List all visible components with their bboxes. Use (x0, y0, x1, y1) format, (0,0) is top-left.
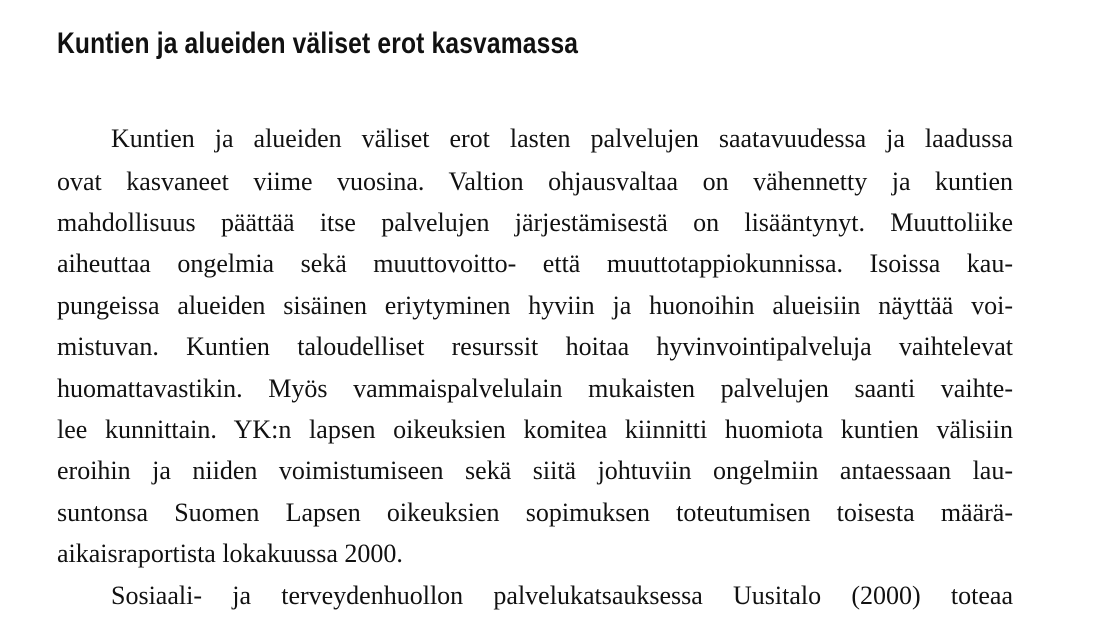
paragraph-1-line-11: aikaisraportista lokakuussa 2000. (57, 539, 403, 568)
paragraph-1-line-6: mistuvan. Kuntien taloudelliset resurssit hoitaa hyvinvointipalveluja vaihtelevat (57, 332, 1013, 361)
paragraph-1-line-4: aiheuttaa ongelmia sekä muuttovoitto- että muuttotappiokunnissa. Isoissa kau- (57, 249, 1013, 278)
paragraph-1-line-2: ovat kasvaneet viime vuosina. Valtion ohjausvaltaa on vähennetty ja kuntien (57, 167, 1013, 196)
paragraph-1-line-9: eroihin ja niiden voimistumiseen sekä siitä johtuviin ongelmiin antaessaan lau- (57, 456, 1013, 485)
paragraph-2-line-1: Sosiaali- ja terveydenhuollon palvelukatsauksessa Uusitalo (2000) toteaa (111, 581, 1013, 610)
paragraph-1-line-8: lee kunnittain. YK:n lapsen oikeuksien komitea kiinnitti huomiota kuntien välisiin (57, 415, 1013, 444)
paragraph-1-line-5: pungeissa alueiden sisäinen eriytyminen hyviin ja huonoihin alueisiin näyttää voi- (57, 291, 1013, 320)
paragraph-1-line-1: Kuntien ja alueiden väliset erot lasten palvelujen saatavuudessa ja laadussa (111, 124, 1013, 153)
paragraph-1-line-7: huomattavastikin. Myös vammaispalvelulain mukaisten palvelujen saanti vaihte- (57, 374, 1013, 403)
section-heading: Kuntien ja alueiden väliset erot kasvamassa (57, 27, 579, 60)
paragraph-1-line-10: suntonsa Suomen Lapsen oikeuksien sopimuksen toteutumisen toisesta määrä- (57, 498, 1013, 527)
paragraph-1-line-3: mahdollisuus päättää itse palvelujen järjestämisestä on lisääntynyt. Muuttoliike (57, 208, 1013, 237)
